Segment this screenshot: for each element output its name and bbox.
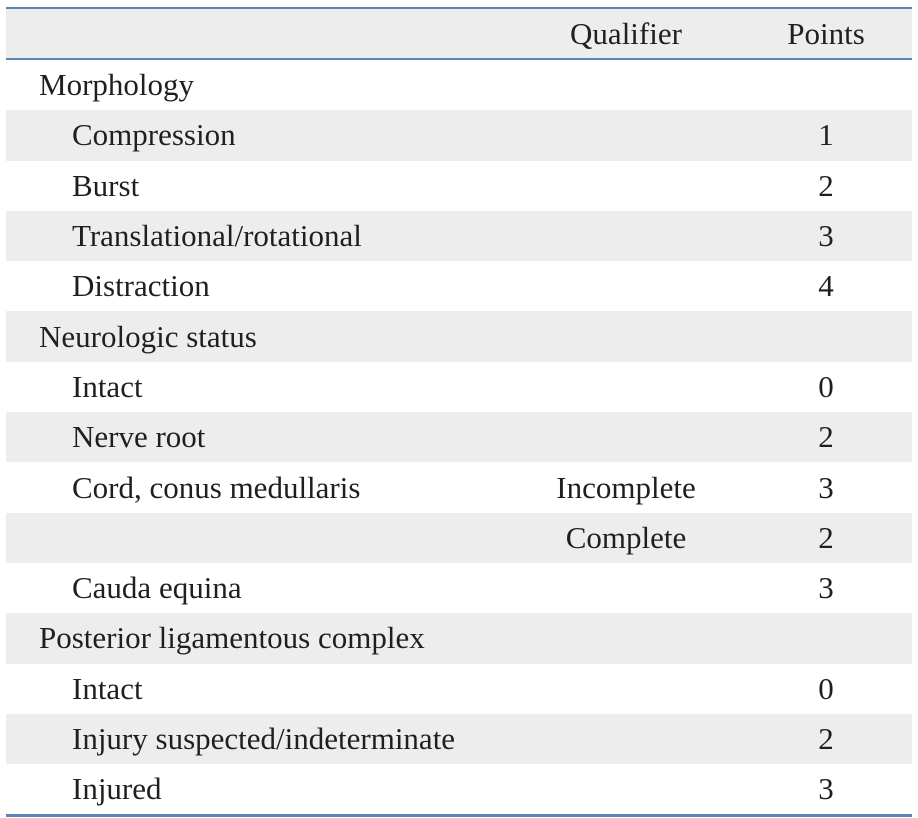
row-points: 3 [818, 218, 834, 254]
row-label: Nerve root [72, 419, 206, 455]
table-header-row [6, 9, 912, 58]
row-points [766, 60, 886, 110]
row-qualifier [506, 60, 746, 110]
row-points [766, 311, 886, 361]
row-label: Neurologic status [39, 318, 257, 354]
row-qualifier: Complete [565, 519, 687, 555]
header-points: Points [787, 15, 865, 51]
row-points: 4 [818, 268, 834, 304]
row-label: Distraction [72, 268, 210, 304]
row-label: Posterior ligamentous complex [39, 620, 425, 656]
row-qualifier [506, 613, 746, 663]
row-label: Burst [72, 167, 140, 203]
row-points: 0 [818, 368, 834, 404]
row-label: Intact [72, 670, 143, 706]
row-points: 2 [818, 167, 834, 203]
row-qualifier [506, 211, 746, 261]
table-row [6, 110, 912, 160]
table-bottom-rule [6, 814, 912, 817]
row-qualifier [506, 161, 746, 211]
header-qualifier: Qualifier [570, 15, 682, 51]
row-points: 0 [818, 670, 834, 706]
row-points: 2 [818, 519, 834, 555]
row-label: Cord, conus medullaris [72, 469, 361, 505]
row-label: Injury suspected/indeterminate [72, 721, 456, 756]
row-points: 3 [818, 469, 834, 505]
row-label: Cauda equina [72, 570, 242, 606]
row-qualifier [506, 412, 746, 462]
row-points [766, 613, 886, 663]
scoring-table [6, 7, 912, 817]
table-row [6, 563, 912, 613]
row-points: 2 [818, 419, 834, 455]
row-label: Morphology [39, 67, 194, 103]
table-row [6, 362, 912, 412]
row-label: Injured [72, 771, 162, 807]
row-label [6, 513, 72, 563]
row-qualifier: Incomplete [556, 469, 696, 505]
table-row [6, 311, 912, 361]
row-points: 2 [818, 721, 834, 756]
row-label: Translational/rotational [72, 218, 362, 254]
row-qualifier [506, 311, 746, 361]
table-row [6, 261, 912, 311]
table-row [6, 613, 912, 663]
table-row [6, 211, 912, 261]
table-row [6, 462, 912, 512]
table-row [6, 161, 912, 211]
row-points: 3 [818, 771, 834, 807]
table-row [6, 513, 912, 563]
row-points: 1 [818, 117, 834, 153]
header-label [6, 9, 39, 58]
row-qualifier [506, 563, 746, 613]
table-row [6, 764, 912, 814]
table-row [6, 664, 912, 714]
row-label: Intact [72, 368, 143, 404]
row-qualifier [506, 764, 746, 814]
row-qualifier [506, 362, 746, 412]
row-points: 3 [818, 570, 834, 606]
row-qualifier [506, 261, 746, 311]
row-qualifier [506, 664, 746, 714]
row-qualifier [506, 714, 746, 764]
table-row [6, 60, 912, 110]
table-row [6, 714, 912, 764]
row-label: Compression [72, 117, 236, 153]
row-qualifier [506, 110, 746, 160]
table-row [6, 412, 912, 462]
